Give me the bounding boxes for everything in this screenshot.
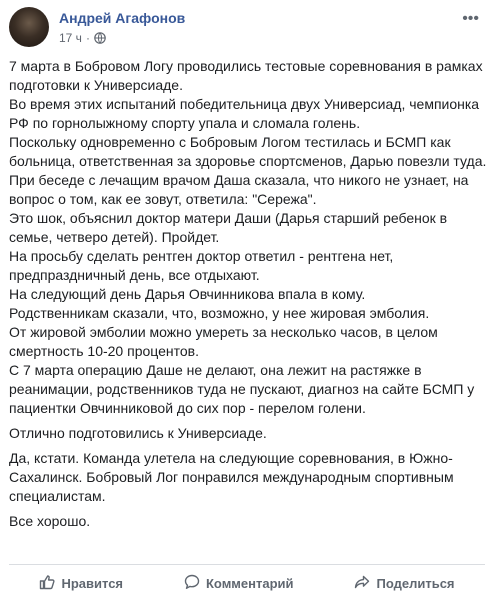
post-text-line: Все хорошо. [9, 513, 91, 529]
post-text-line: При беседе с лечащим врачом Даша сказала, что никого не узнает, на вопрос о том, как ее зовут, ответила: "Сережа". [9, 172, 469, 207]
comment-button[interactable] [176, 568, 302, 599]
post-text-line: На просьбу сделать рентген доктор ответил - рентгена нет, предпраздничный день, все отдыхают. [9, 248, 394, 283]
post-text-line: Родственникам сказали, что, возможно, у нее жировая эмболия. [9, 305, 430, 321]
post-text-line: Во время этих испытаний победительница двух Универсиад, чемпионка РФ по горнолыжному спорту упала и сломала голень. [9, 96, 480, 131]
post-header [0, 0, 495, 54]
comment-label: Комментарий [205, 575, 294, 591]
post-actions [9, 564, 485, 601]
post-paragraph [9, 512, 489, 531]
post-paragraph [9, 57, 489, 418]
post-paragraph [9, 424, 489, 443]
share-button[interactable] [346, 568, 462, 599]
post-text-line: Отлично подготовились к Универсиаде. [9, 425, 267, 441]
share-label: Поделиться [376, 575, 455, 591]
post-body [9, 57, 489, 531]
meta-separator: · [85, 31, 90, 45]
share-arrow-icon [354, 574, 370, 593]
post-time[interactable]: 17 ч [59, 31, 82, 45]
post-text-line: От жировой эмболии можно умереть за несколько часов, в целом смертность 10-20 процентов. [9, 324, 438, 359]
post-text-line: Это шок, объяснил доктор матери Даши (Дарья старший ребенок в семье, четверо детей). Пройдет. [9, 210, 448, 245]
like-label: Нравится [61, 575, 124, 591]
post-text-line: С 7 марта операцию Даше не делают, она лежит на растяжке в реанимации, родственников туда не пускают, диагноз на сайте БСМП у пациентки Овчинниковой до сих пор - перелом голени. [9, 362, 475, 416]
thumbs-up-icon [39, 574, 55, 593]
post-meta [59, 31, 106, 45]
like-button[interactable] [31, 568, 131, 599]
comment-icon [184, 574, 200, 593]
author-name[interactable]: Андрей Агафонов [59, 10, 186, 26]
post-text-line: 7 марта в Бобровом Логу проводились тестовые соревнования в рамках подготовки к Универсиаде. [9, 58, 483, 93]
more-options-icon[interactable]: ••• [462, 10, 479, 27]
post-paragraph [9, 449, 489, 506]
post-text-line: На следующий день Дарья Овчинникова впала в кому. [9, 286, 366, 302]
globe-icon[interactable] [94, 32, 106, 44]
post-text-line: Поскольку одновременно с Бобровым Логом тестилась и БСМП как больница, ответственная за здоровье спортсменов, Дарью повезли туда. [9, 134, 487, 169]
post-text-line: Да, кстати. Команда улетела на следующие соревнования, в Южно-Сахалинск. Бобровый Лог понравился международным спортивным специалистам. [9, 450, 454, 504]
author-avatar[interactable] [9, 7, 49, 47]
